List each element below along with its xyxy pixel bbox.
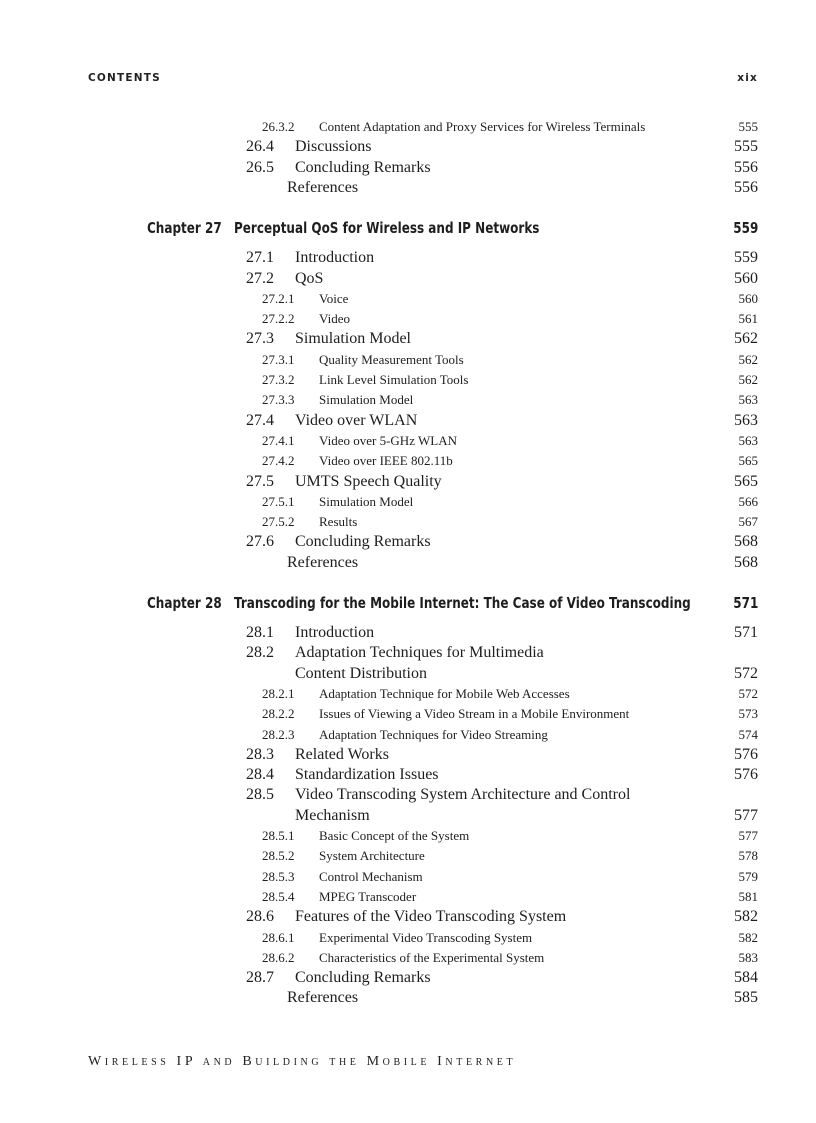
toc-section <box>0 248 816 268</box>
toc-subsection <box>0 390 816 410</box>
toc-subsection <box>0 928 816 948</box>
page-number: 562 <box>734 330 758 348</box>
entry-title: Characteristics of the Experimental System <box>319 949 545 965</box>
page-number: 576 <box>734 745 758 763</box>
section-number: 28.1 <box>246 624 274 641</box>
entry-title: Voice <box>319 290 349 306</box>
toc-section <box>0 623 816 643</box>
page-number: 584 <box>734 969 758 987</box>
page-number: 563 <box>734 411 758 429</box>
page-number: 560 <box>738 290 758 306</box>
page-number: 582 <box>734 908 758 926</box>
entry-title: System Architecture <box>319 848 425 864</box>
toc-subsection <box>0 451 816 471</box>
section-number: 28.4 <box>246 766 274 784</box>
section-number: 28.6.2 <box>262 949 295 965</box>
entry-title: Adaptation Techniques for Multimedia <box>295 644 544 662</box>
page-number: 556 <box>734 178 758 196</box>
toc-subsection <box>0 704 816 724</box>
chapter-page-number: 559 <box>732 219 758 238</box>
section-number: 28.5 <box>246 786 274 804</box>
toc-section <box>0 643 816 663</box>
page-number: 562 <box>738 372 758 387</box>
page-number-roman: xix <box>737 72 758 84</box>
entry-title: Standardization Issues <box>295 766 439 784</box>
page-number: 572 <box>734 664 758 682</box>
toc-section-continuation <box>0 664 816 684</box>
entry-title: Concluding Remarks <box>295 158 431 176</box>
entry-title: Quality Measurement Tools <box>319 351 464 367</box>
entry-title: Content Adaptation and Proxy Services for Wireless Terminals <box>319 119 646 134</box>
entry-title: Simulation Model <box>319 392 414 408</box>
chapter-heading <box>0 592 816 616</box>
toc-subsection <box>0 867 816 887</box>
section-number: 27.5 <box>246 472 274 490</box>
running-footer-book-title: Wireless IP and Building the Mobile Internet <box>88 1054 517 1069</box>
section-number: 27.4 <box>246 411 274 429</box>
entry-title: Experimental Video Transcoding System <box>319 929 533 945</box>
section-number: 27.5.2 <box>262 514 295 530</box>
section-number: 28.3 <box>246 745 274 763</box>
page-number: 562 <box>738 351 758 367</box>
page-number: 572 <box>738 685 758 701</box>
section-number: 27.2.1 <box>262 290 295 306</box>
entry-title: Link Level Simulation Tools <box>319 372 469 387</box>
page-number: 577 <box>738 828 758 843</box>
toc-section <box>0 968 816 988</box>
page-number: 576 <box>734 766 758 784</box>
entry-title: Adaptation Techniques for Video Streaming <box>319 726 548 742</box>
running-header-title: CONTENTS <box>88 72 161 84</box>
section-number: 28.5.4 <box>262 888 295 904</box>
section-number: 28.2.3 <box>262 726 295 742</box>
chapter-heading <box>0 217 816 241</box>
toc-subsection <box>0 684 816 704</box>
toc-subsection <box>0 492 816 512</box>
entry-title: Video <box>319 311 350 327</box>
entry-title: QoS <box>295 269 324 287</box>
entry-title: Simulation Model <box>295 330 411 348</box>
section-number: 28.2.2 <box>262 706 295 722</box>
entry-title: Simulation Model <box>319 493 414 509</box>
section-number: 28.2.1 <box>262 685 295 701</box>
section-number: 27.2.2 <box>262 311 295 327</box>
entry-title: Control Mechanism <box>319 868 423 884</box>
page-number: 565 <box>738 453 758 469</box>
entry-title: Video over IEEE 802.11b <box>319 453 453 469</box>
page-number: 568 <box>734 553 758 571</box>
section-number: 28.6 <box>246 908 274 926</box>
chapter-title: Transcoding for the Mobile Internet: The Case of Video Transcoding <box>234 594 691 612</box>
entry-title: Introduction <box>295 624 375 641</box>
toc-subsection <box>0 725 816 745</box>
section-number: 27.5.1 <box>262 493 295 509</box>
section-number: 28.7 <box>246 969 274 987</box>
section-number: 26.5 <box>246 158 274 176</box>
section-number: 26.3.2 <box>262 119 295 134</box>
section-number: 27.2 <box>246 269 274 287</box>
section-number: 27.3.2 <box>262 372 295 387</box>
chapter-label: Chapter 27 <box>147 219 222 238</box>
toc-subsection <box>0 431 816 451</box>
entry-title: Video over WLAN <box>295 411 418 429</box>
page-number: 581 <box>738 888 758 904</box>
entry-title: Results <box>319 514 358 530</box>
page-number: 571 <box>734 624 758 641</box>
entry-title: Concluding Remarks <box>295 969 431 987</box>
toc-subsection <box>0 309 816 329</box>
toc-section <box>0 411 816 431</box>
chapter-label: Chapter 28 <box>147 594 222 612</box>
page-number: 566 <box>738 493 758 509</box>
entry-title: Basic Concept of the System <box>319 828 470 843</box>
toc-subsection <box>0 289 816 309</box>
toc-section <box>0 907 816 927</box>
section-number: 27.3.1 <box>262 351 295 367</box>
entry-title: Concluding Remarks <box>295 533 431 551</box>
chapter-page-number: 571 <box>732 594 758 612</box>
toc-references <box>0 988 816 1008</box>
toc-subsection <box>0 512 816 532</box>
entry-title: Mechanism <box>295 806 370 824</box>
page-number: 563 <box>738 392 758 408</box>
page-number: 563 <box>738 432 758 448</box>
entry-title: Issues of Viewing a Video Stream in a Mobile Environment <box>319 706 630 722</box>
toc-section <box>0 137 816 157</box>
page-number: 577 <box>734 806 758 824</box>
page-number: 561 <box>738 311 758 327</box>
page-number: 579 <box>738 868 758 884</box>
toc-section <box>0 472 816 492</box>
toc-section <box>0 785 816 805</box>
toc-subsection <box>0 117 816 137</box>
page-number: 565 <box>734 472 758 490</box>
page-number: 568 <box>734 533 758 551</box>
toc-subsection <box>0 846 816 866</box>
section-number: 27.6 <box>246 533 274 551</box>
page-number: 556 <box>734 158 758 176</box>
toc-subsection <box>0 826 816 846</box>
entry-title: Video over 5-GHz WLAN <box>319 432 457 448</box>
toc-section <box>0 532 816 552</box>
entry-title: Features of the Video Transcoding System <box>295 908 567 926</box>
toc-subsection <box>0 887 816 907</box>
entry-title: Content Distribution <box>295 664 427 682</box>
page-number: 578 <box>738 848 758 864</box>
toc-subsection <box>0 948 816 968</box>
section-number: 28.5.2 <box>262 848 295 864</box>
entry-title: Related Works <box>295 745 389 763</box>
section-number: 27.3 <box>246 330 274 348</box>
page-number: 585 <box>734 989 758 1007</box>
section-number: 27.4.2 <box>262 453 295 469</box>
section-number: 28.5.1 <box>262 828 295 843</box>
section-number: 28.2 <box>246 644 274 662</box>
toc-references <box>0 178 816 198</box>
page-number: 582 <box>738 929 758 945</box>
toc-section <box>0 158 816 178</box>
toc-section <box>0 745 816 765</box>
entry-title: Adaptation Technique for Mobile Web Accesses <box>319 685 570 701</box>
toc-section-continuation <box>0 806 816 826</box>
section-number: 26.4 <box>246 138 274 156</box>
page-number: 560 <box>734 269 758 287</box>
section-number: 27.4.1 <box>262 432 295 448</box>
page-number: 567 <box>738 514 758 530</box>
entry-title: UMTS Speech Quality <box>295 472 442 490</box>
section-number: 28.6.1 <box>262 929 295 945</box>
page-number: 573 <box>738 706 758 722</box>
toc-references <box>0 553 816 573</box>
toc-subsection <box>0 370 816 390</box>
entry-title: Video Transcoding System Architecture and Control <box>295 786 631 804</box>
entry-title: Introduction <box>295 249 375 267</box>
entry-title: Discussions <box>295 138 372 156</box>
entry-title: References <box>287 989 359 1007</box>
page-number: 583 <box>738 949 758 965</box>
section-number: 27.3.3 <box>262 392 295 408</box>
section-number: 27.1 <box>246 249 274 267</box>
page-number: 559 <box>734 249 758 267</box>
toc-subsection <box>0 350 816 370</box>
toc-section <box>0 765 816 785</box>
chapter-title: Perceptual QoS for Wireless and IP Networks <box>234 219 540 238</box>
page-number: 555 <box>734 138 758 156</box>
entry-title: MPEG Transcoder <box>319 888 417 904</box>
section-number: 28.5.3 <box>262 868 295 884</box>
toc-section <box>0 269 816 289</box>
entry-title: References <box>287 178 359 196</box>
toc-section <box>0 329 816 349</box>
entry-title: References <box>287 553 359 571</box>
page-number: 574 <box>738 726 758 742</box>
page-number: 555 <box>738 119 758 134</box>
